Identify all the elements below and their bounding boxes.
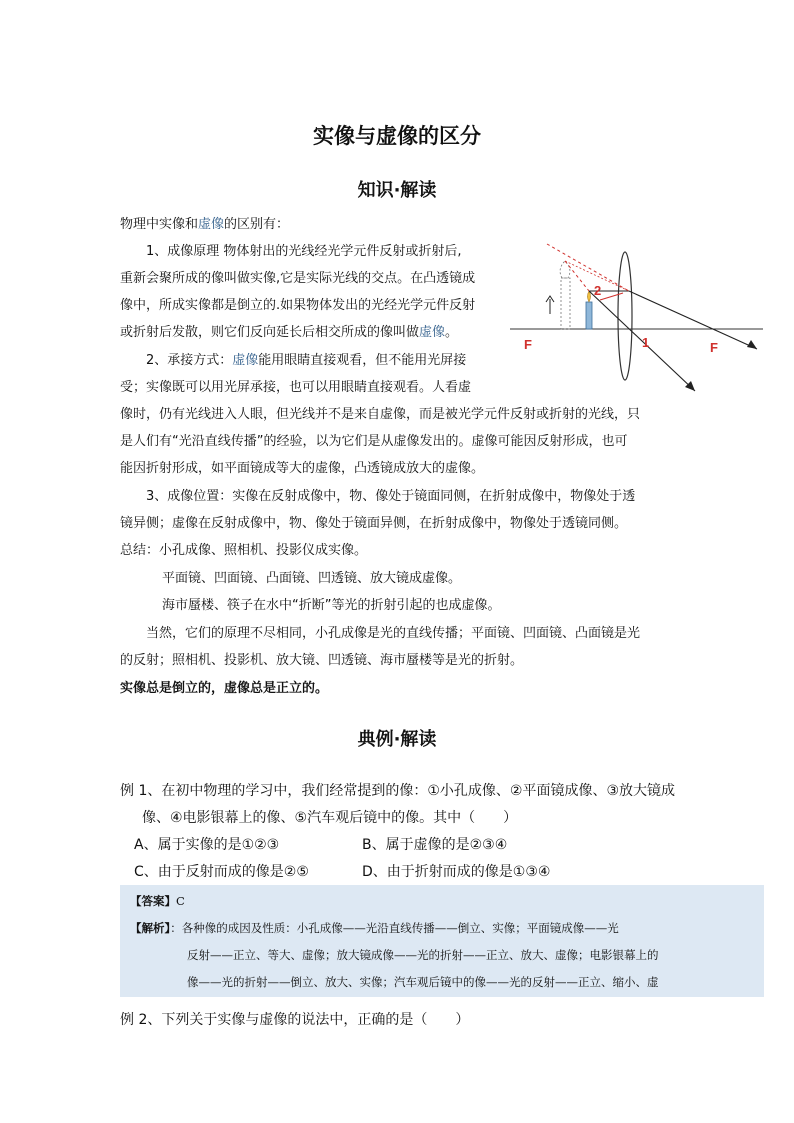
backward-extension-1 — [547, 244, 629, 291]
p2-line-3: 像时，仍有光线进入人眼，但光线并不是来自虚像，而是被光学元件反射或折射的光线，只 — [120, 407, 641, 422]
summary-line-2: 平面镜、凹面镜、凸面镜、凹透镜、放大镜成虚像。 — [162, 571, 462, 586]
answer-label: 【答案】 — [130, 894, 176, 908]
p2-line-2: 受；实像既可以用光屏承接，也可以用眼睛直接观看。人看虚 — [120, 380, 472, 395]
p2-term: 虚像 — [232, 353, 259, 368]
label-ray-1: 1 — [642, 335, 650, 350]
example-1-question-line-2: 像、④电影银幕上的像、⑤汽车观后镜中的像。其中（ ） — [142, 810, 518, 826]
lens-diagram — [505, 236, 770, 396]
p1-line-4 — [120, 324, 458, 342]
p3-line-1: 3、成像位置：实像在反射成像中，物、像处于镜面同侧，在折射成像中，物像处于透 — [146, 489, 636, 504]
p1-line-4-text: 或折射后发散，则它们反向延长后相交所成的像叫做 — [120, 325, 420, 340]
p1-line-4-end: 。 — [445, 325, 459, 340]
section-heading-knowledge: 知识·解读 — [357, 180, 437, 201]
virtual-image-flame — [560, 261, 570, 278]
example-2-question: 例 2、下列关于实像与虚像的说法中，正确的是（ ） — [120, 1012, 470, 1028]
option-c: C、由于反射而成的像是②⑤ — [134, 864, 309, 880]
p2-line-1 — [146, 352, 466, 370]
p2-line-1-text: 2、承接方式： — [146, 353, 233, 368]
label-focus-left: F — [524, 337, 532, 352]
option-b: B、属于虚像的是②③④ — [362, 837, 508, 853]
analysis-line-2: 反射——正立、等大、虚像；放大镜成像——光的折射——正立、放大、虚像；电影银幕上的 — [187, 948, 659, 962]
analysis-label: 【解析】 — [130, 921, 171, 935]
p2-line-1-end: 能用眼睛直接观看，但不能用光屏接 — [258, 353, 467, 368]
ray-arrow-head-right — [747, 340, 757, 349]
summary-line-3: 海市蜃楼、筷子在水中“折断”等光的折射引起的也成虚像。 — [162, 598, 501, 613]
convex-lens — [618, 252, 632, 380]
red-pointer — [600, 293, 623, 300]
p2-line-4: 是人们有“光沿直线传播”的经验，以为它们是从虚像发出的。虚像可能因反射形成，也可 — [120, 434, 628, 449]
analysis-text-1: ：各种像的成因及性质：小孔成像——光沿直线传播——倒立、实像；平面镜成像——光 — [170, 921, 619, 935]
option-d: D、由于折射而成的像是①③④ — [362, 864, 551, 880]
p4-line-2: 的反射；照相机、投影机、放大镜、凹透镜、海市蜃楼等是光的折射。 — [120, 653, 524, 668]
option-a: A、属于实像的是①②③ — [134, 837, 280, 853]
analysis-line-3: 像——光的折射——倒立、放大、实像；汽车观后镜中的像——光的反射——正立、缩小、虚 — [187, 975, 659, 989]
intro-term: 虚像 — [198, 217, 225, 232]
p2-line-5: 能因折射形成，如平面镜成等大的虚像，凸透镜成放大的虚像。 — [120, 461, 485, 476]
conclusion-text: 实像总是倒立的，虚像总是正立的。 — [120, 681, 329, 696]
answer-line — [130, 893, 185, 909]
example-1-question-line-1: 例 1、在初中物理的学习中，我们经常提到的像：①小孔成像、②平面镜成像、③放大镜成 — [120, 783, 676, 799]
summary-line-1: 总结：小孔成像、照相机、投影仪成实像。 — [120, 543, 368, 558]
analysis-line-1 — [130, 920, 619, 936]
page-title: 实像与虚像的区分 — [313, 124, 481, 148]
p4-line-1: 当然，它们的原理不尽相同，小孔成像是光的直线传播；平面镜、凹面镜、凸面镜是光 — [146, 626, 641, 641]
p1-line-2: 重新会聚所成的像叫做实像,它是实际光线的交点。在凸透镜成 — [120, 271, 476, 286]
label-focus-right: F — [710, 340, 718, 355]
section-heading-examples: 典例·解读 — [357, 729, 437, 750]
intro-text: 物理中实像和 — [120, 217, 199, 232]
candle-object — [586, 302, 592, 329]
intro-line — [120, 216, 289, 234]
answer-value: C — [176, 894, 185, 908]
p1-term: 虚像 — [419, 325, 446, 340]
p3-line-2: 镜异侧；虚像在反射成像中，物、像处于镜面异侧，在折射成像中，物像处于透镜同侧。 — [120, 516, 628, 531]
intro-text-end: 的区别有： — [224, 217, 290, 232]
virtual-image-candle — [561, 278, 570, 329]
p1-line-1: 1、成像原理 物体射出的光线经光学元件反射或折射后, — [146, 244, 462, 259]
p1-line-3: 像中，所成实像都是倒立的.如果物体发出的光经光学元件反射 — [120, 298, 476, 313]
label-ray-2: 2 — [594, 283, 602, 298]
